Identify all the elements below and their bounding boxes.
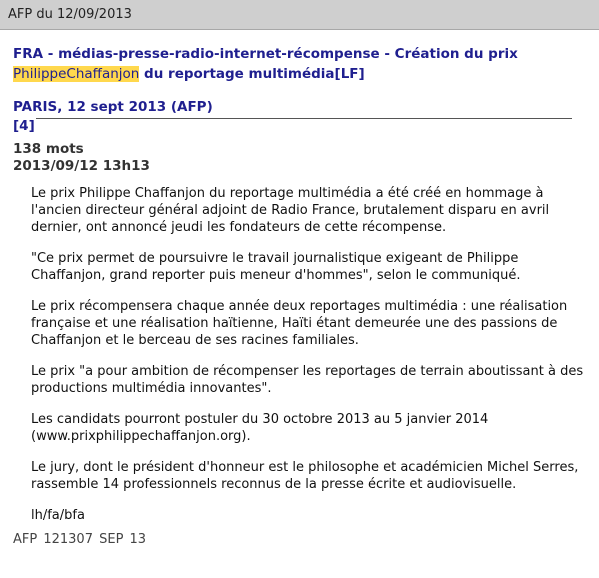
paragraph: Le prix "a pour ambition de récompenser les reportages de terrain aboutissant à des productions multimédia innovantes".: [31, 364, 584, 396]
author-initials: lh/fa/bfa: [31, 508, 85, 523]
divider: [36, 118, 572, 119]
paragraph: Le prix récompensera chaque année deux reportages multimédia : une réalisation française et une réalisation haïtienne, Haïti étant demeurée une des passions de Chaffanjon et le berceau de ses racines familiales.: [31, 299, 568, 348]
highlighted-search-term: PhilippeChaffanjon: [13, 66, 140, 82]
footer-dispatch-code: AFP 121307 SEP 13: [13, 532, 147, 547]
article-meta: [13, 141, 150, 175]
headline: [13, 44, 583, 84]
headline-text: FRA - médias-presse-radio-internet-récompense - Création du prix: [13, 46, 518, 62]
dateline-place-date: PARIS, 12 sept 2013 (AFP): [13, 99, 213, 115]
paragraph: Les candidats pourront postuler du 30 octobre 2013 au 5 janvier 2014 (www.prixphilippechaffanjon.org).: [31, 412, 489, 444]
article-body: [31, 185, 591, 538]
paragraph: Le jury, dont le président d'honneur est le philosophe et académicien Michel Serres, rassemble 14 professionnels reconnus de la presse écrite et audiovisuelle.: [31, 460, 579, 492]
word-count: 138 mots: [13, 141, 84, 157]
dateline: [13, 98, 213, 136]
timestamp: 2013/09/12 13h13: [13, 158, 150, 174]
paragraph: Le prix Philippe Chaffanjon du reportage multimédia a été créé en hommage à l'ancien directeur général adjoint de Radio France, brutalement disparu en avril dernier, ont annoncé jeudi les fondateurs de cette récompense.: [31, 186, 550, 235]
headline-text-end: du reportage multimédia[LF]: [139, 66, 365, 82]
dateline-ref: [4]: [13, 118, 35, 134]
paragraph: "Ce prix permet de poursuivre le travail journalistique exigeant de Philippe Chaffanjon, grand reporter puis meneur d'hommes", selon le communiqué.: [31, 251, 521, 283]
source-date-title: AFP du 12/09/2013: [8, 7, 132, 22]
header-bar: [0, 0, 599, 30]
